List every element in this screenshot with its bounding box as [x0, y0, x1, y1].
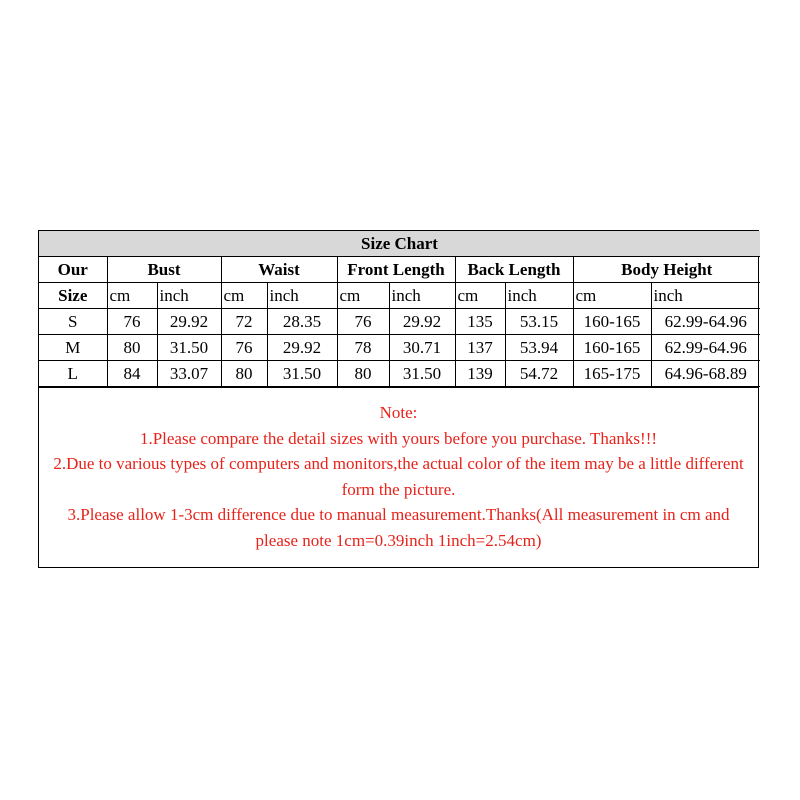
note-heading: Note: [379, 403, 418, 422]
value-cell: 62.99-64.96 [651, 335, 760, 361]
size-header-bottom: Size [39, 283, 107, 309]
value-cell: 28.35 [267, 309, 337, 335]
value-cell: 137 [455, 335, 505, 361]
value-cell: 84 [107, 361, 157, 387]
unit-cell: cm [107, 283, 157, 309]
note-line-2: 2.Due to various types of computers and monitors,the actual color of the item may be a little different form the picture. [53, 454, 744, 499]
unit-cell: inch [505, 283, 573, 309]
note-line-1: 1.Please compare the detail sizes with yours before you purchase. Thanks!!! [139, 428, 658, 448]
value-cell: 80 [221, 361, 267, 387]
note-section [39, 387, 758, 567]
unit-cell: inch [651, 283, 760, 309]
value-cell: 33.07 [157, 361, 221, 387]
value-cell: 76 [337, 309, 389, 335]
unit-cell: inch [267, 283, 337, 309]
value-cell: 31.50 [267, 361, 337, 387]
table-row [39, 335, 760, 361]
value-cell: 30.71 [389, 335, 455, 361]
size-table [39, 231, 760, 387]
value-cell: 72 [221, 309, 267, 335]
header-front-length: Front Length [337, 257, 455, 283]
size-label: S [39, 309, 107, 335]
size-label: M [39, 335, 107, 361]
value-cell: 54.72 [505, 361, 573, 387]
note-line-3: 3.Please allow 1-3cm difference due to manual measurement.Thanks(All measurement in cm and please note 1cm=0.39inch 1inch=2.54cm) [67, 505, 730, 550]
value-cell: 62.99-64.96 [651, 309, 760, 335]
header-body-height: Body Height [573, 257, 760, 283]
value-cell: 29.92 [157, 309, 221, 335]
value-cell: 160-165 [573, 335, 651, 361]
value-cell: 64.96-68.89 [651, 361, 760, 387]
header-back-length: Back Length [455, 257, 573, 283]
table-row [39, 361, 760, 387]
value-cell: 53.15 [505, 309, 573, 335]
value-cell: 135 [455, 309, 505, 335]
table-row [39, 309, 760, 335]
unit-cell: cm [573, 283, 651, 309]
value-cell: 76 [107, 309, 157, 335]
value-cell: 165-175 [573, 361, 651, 387]
value-cell: 31.50 [389, 361, 455, 387]
value-cell: 78 [337, 335, 389, 361]
table-title: Size Chart [39, 231, 760, 257]
size-header-top: Our [39, 257, 107, 283]
unit-cell: inch [157, 283, 221, 309]
value-cell: 76 [221, 335, 267, 361]
unit-cell: cm [455, 283, 505, 309]
value-cell: 160-165 [573, 309, 651, 335]
value-cell: 80 [107, 335, 157, 361]
value-cell: 31.50 [157, 335, 221, 361]
unit-cell: cm [337, 283, 389, 309]
unit-cell: inch [389, 283, 455, 309]
size-chart [38, 230, 759, 568]
value-cell: 139 [455, 361, 505, 387]
header-waist: Waist [221, 257, 337, 283]
unit-cell: cm [221, 283, 267, 309]
value-cell: 80 [337, 361, 389, 387]
header-bust: Bust [107, 257, 221, 283]
size-label: L [39, 361, 107, 387]
value-cell: 29.92 [267, 335, 337, 361]
value-cell: 53.94 [505, 335, 573, 361]
value-cell: 29.92 [389, 309, 455, 335]
